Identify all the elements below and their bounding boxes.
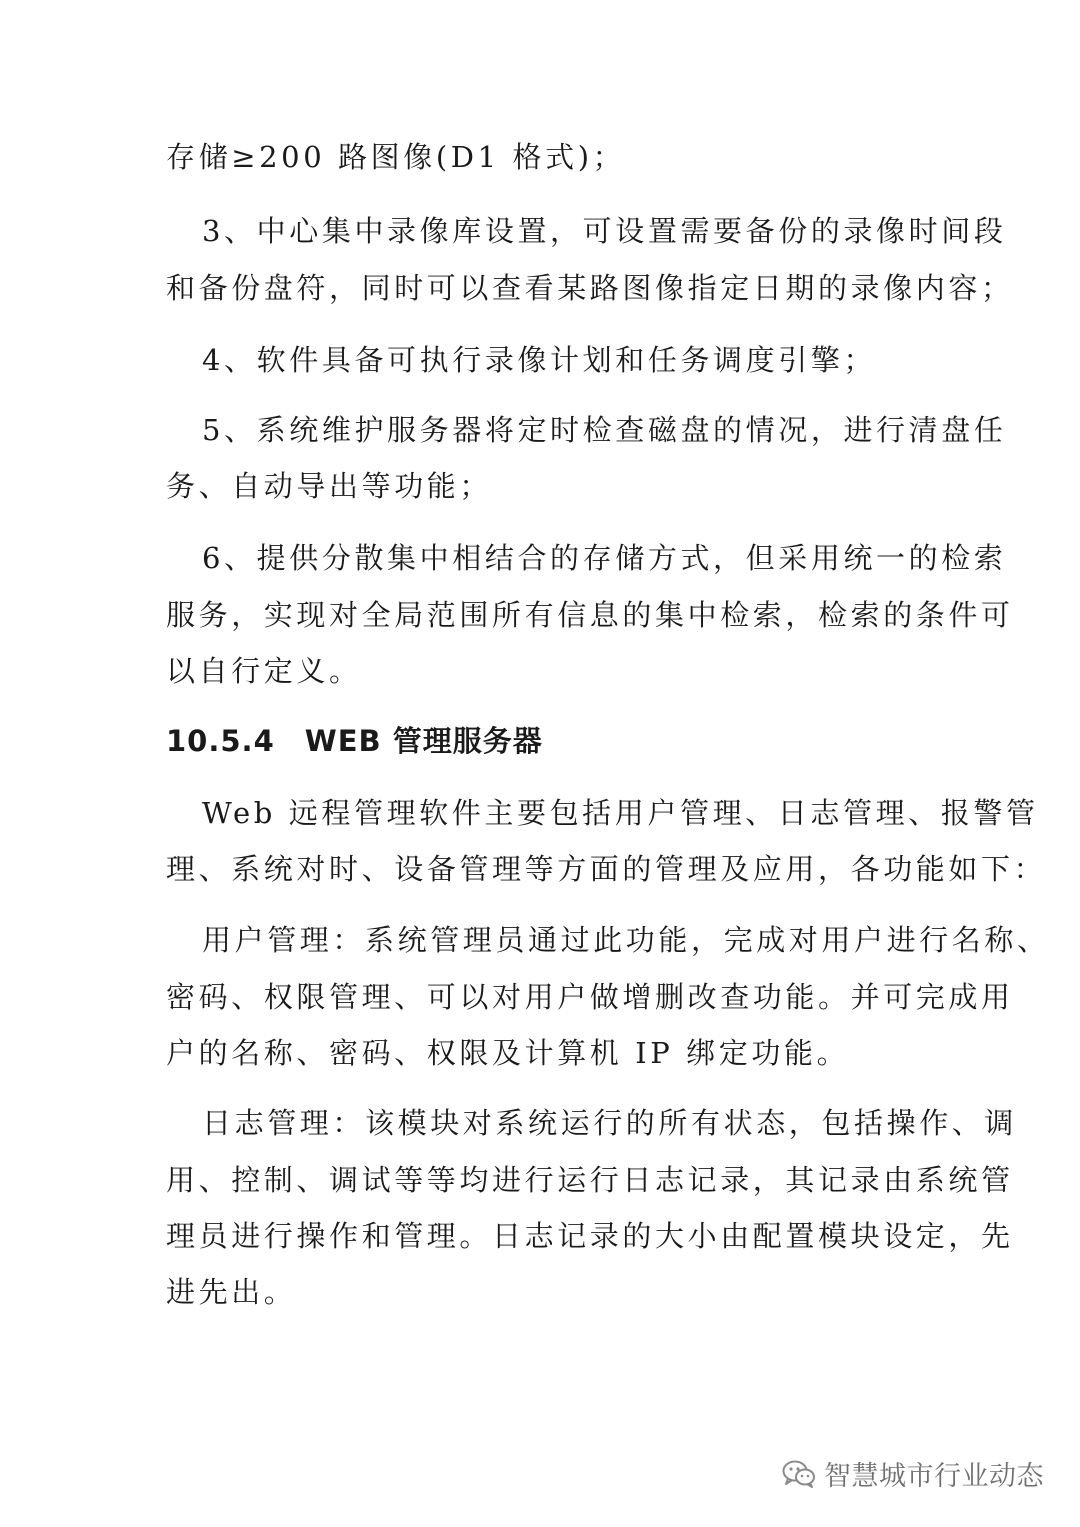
watermark [782,1454,1044,1493]
text-line: 和备份盘符，同时可以查看某路图像指定日期的录像内容； [166,271,1014,305]
text-line: 密码、权限管理、可以对用户做增删改查功能。并可完成用 [166,980,1014,1014]
wechat-icon [782,1459,816,1489]
text-line: 务、自动导出等功能； [166,469,493,503]
text-line: 理员进行操作和管理。日志记录的大小由配置模块设定，先 [166,1219,1014,1253]
text-line: 4、软件具备可执行录像计划和任务调度引擎； [202,343,877,377]
section-heading: 10.5.4 WEB 管理服务器 [166,724,543,758]
text-line: 用户管理：系统管理员通过此功能，完成对用户进行名称、 [202,923,1050,957]
text-line: 日志管理：该模块对系统运行的所有状态，包括操作、调 [202,1106,1018,1140]
watermark-text: 智慧城市行业动态 [824,1461,1044,1492]
text-line: 户的名称、密码、权限及计算机 IP 绑定功能。 [166,1036,850,1070]
text-line: 3、中心集中录像库设置，可设置需要备份的录像时间段 [202,214,1007,248]
text-line: 服务，实现对全局范围所有信息的集中检索，检索的条件可 [166,598,1014,632]
text-line: 进先出。 [166,1275,297,1309]
text-line: 5、系统维护服务器将定时检查磁盘的情况，进行清盘任 [202,413,1007,447]
text-line: 6、提供分散集中相结合的存储方式，但采用统一的检索 [202,541,1007,575]
text-line: 以自行定义。 [166,654,362,688]
text-line: Web 远程管理软件主要包括用户管理、日志管理、报警管 [202,796,1039,830]
text-line: 用、控制、调试等等均进行运行日志记录，其记录由系统管 [166,1163,1014,1197]
text-line: 存储≥200 路图像(D1 格式)； [166,140,626,174]
text-line: 理、系统对时、设备管理等方面的管理及应用，各功能如下： [166,852,1047,886]
